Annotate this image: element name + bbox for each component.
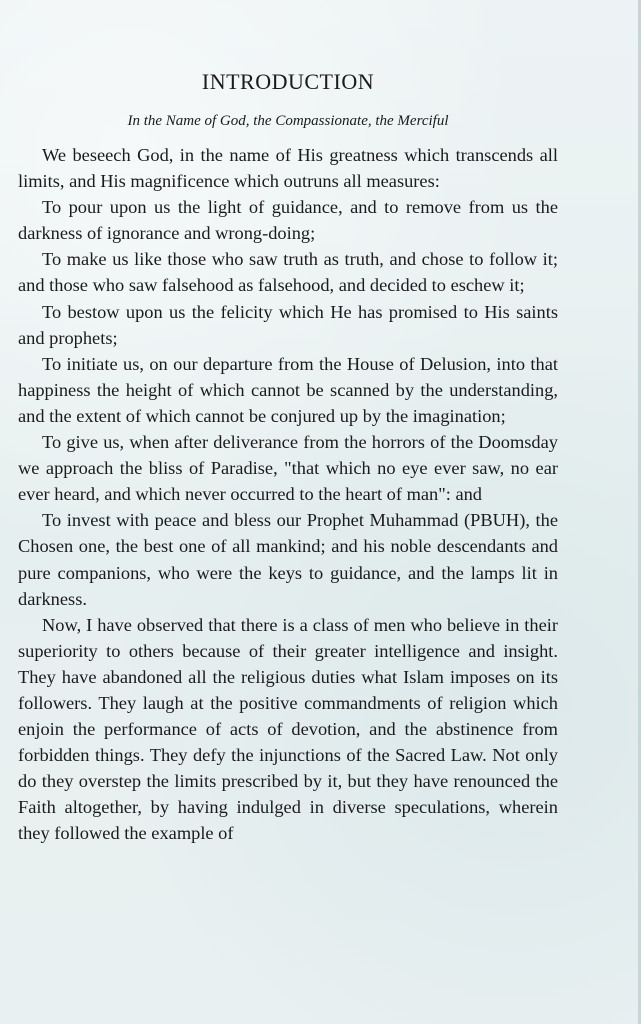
page-title: INTRODUCTION xyxy=(201,69,375,94)
paragraph-5: To initiate us, on our departure from the House of Delusion, into that happiness the height of which cannot be scanned by the understanding, and the extent of which cannot be conjured up by the imagination; xyxy=(18,353,558,426)
paragraph-4: To bestow upon us the felicity which He has promised to His saints and prophets; xyxy=(18,301,558,348)
paragraph-1: We beseech God, in the name of His greatness which transcends all limits, and His magnificence which outruns all measures: xyxy=(18,145,558,192)
invocation-subtitle: In the Name of God, the Compassionate, the Merciful xyxy=(127,113,449,129)
paragraph-2: To pour upon us the light of guidance, and to remove from us the darkness of ignorance and wrong-doing; xyxy=(18,197,558,244)
page-content xyxy=(18,66,558,847)
paragraph-6: To give us, when after deliverance from the horrors of the Doomsday we approach the bliss of Paradise, "that which no eye ever saw, no ear ever heard, and which never occurred to the heart of man": and xyxy=(18,432,558,505)
paragraph-7: To invest with peace and bless our Prophet Muhammad (PBUH), the Chosen one, the best one of all mankind; and his noble descendants and pure companions, who were the keys to guidance, and the lamps lit in darkness. xyxy=(18,510,558,609)
paragraph-8: Now, I have observed that there is a class of men who believe in their superiority to others because of their greater intelligence and insight. They have abandoned all the religious duties what Islam imposes on its followers. They laugh at the positive commandments of religion which enjoin the performance of acts of devotion, and the abstinence from forbidden things. They defy the injunctions of the Sacred Law. Not only do they overstep the limits prescribed by it, but they have renounced the Faith altogether, by having indulged in diverse speculations, wherein they followed the example of xyxy=(18,614,558,844)
paragraph-3: To make us like those who saw truth as truth, and chose to follow it; and those who saw falsehood as falsehood, and decided to eschew it; xyxy=(18,249,558,296)
